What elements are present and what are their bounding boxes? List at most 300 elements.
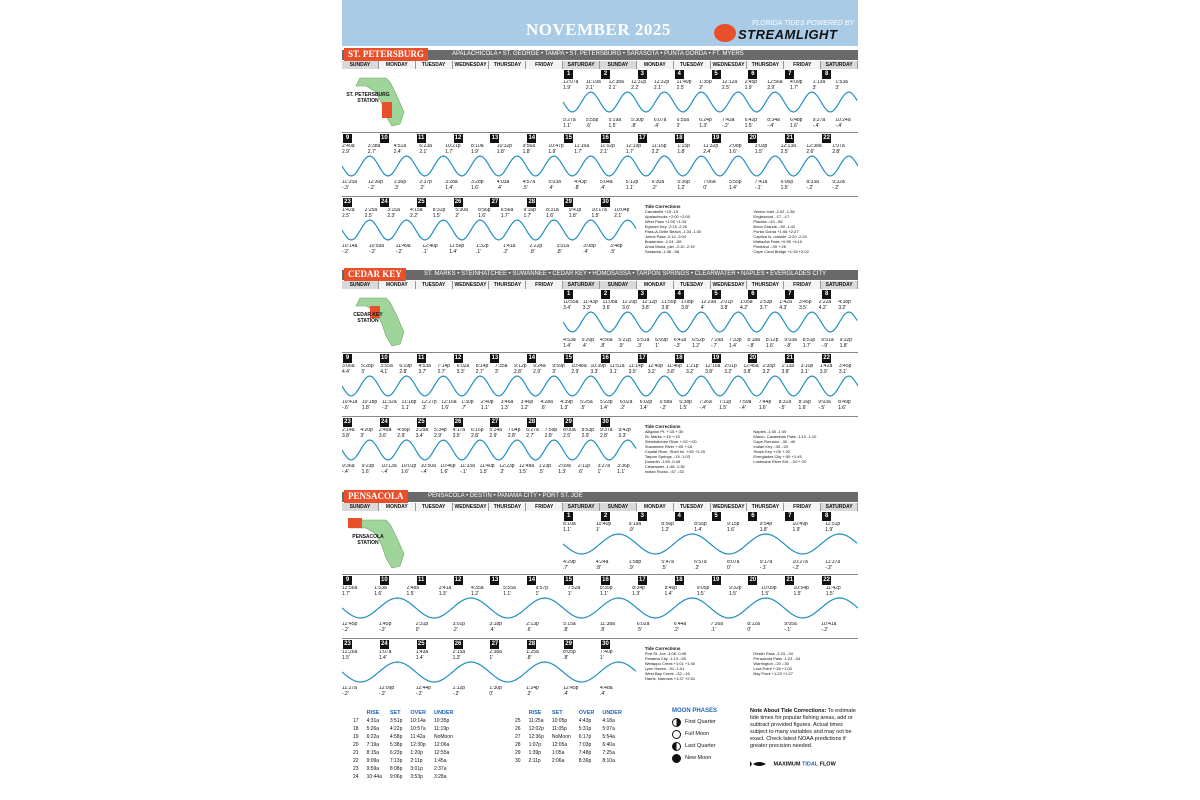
tide-entry (360, 428, 378, 439)
tide-height: .2' (499, 468, 505, 475)
moon-table-row (512, 750, 625, 756)
tide-time: 6:41a (673, 338, 687, 343)
tide-entry (838, 300, 858, 311)
tide-height: 1.7' (342, 590, 350, 597)
day-number: 8 (822, 70, 831, 79)
tide-time: 8:56p (661, 522, 674, 527)
tide-height: 1' (600, 654, 604, 661)
tide-time: 3:03p (754, 144, 768, 149)
tide-time: 11:14p (628, 364, 644, 369)
tide-entry (362, 400, 382, 411)
tide-height: .8' (563, 626, 569, 633)
weekday-label: THURSDAY (489, 61, 526, 69)
moon-table-cell: 24 (353, 774, 359, 780)
tide-time: 9:56a (522, 144, 536, 149)
tide-time: 4:09p (789, 80, 803, 85)
tide-time: 12:16a (705, 364, 721, 369)
tide-time: 7:44p (758, 400, 772, 405)
new-moon-icon (672, 754, 681, 763)
moon-table-cell: 3:28a (433, 774, 447, 780)
tide-height: -.4' (699, 404, 707, 411)
tide-time: 12:45a (743, 364, 759, 369)
tide-height: 1.9' (792, 526, 801, 533)
tide-time: 10:01p (400, 464, 417, 469)
tide-height: 1.3' (558, 468, 567, 475)
tide-entry (342, 244, 369, 255)
moon-table-header: SET (389, 710, 401, 716)
tide-height: 1.6' (471, 184, 479, 191)
tide-time: 5:12p (625, 180, 639, 185)
tide-entry (556, 244, 583, 255)
tide-height: .4' (489, 626, 495, 633)
tide-entry (396, 244, 423, 255)
tide-entry (503, 244, 530, 255)
tide-time: 11:38a (600, 622, 615, 627)
day-number: 24 (381, 199, 388, 205)
weekday-label: FRIDAY (784, 281, 821, 289)
tide-height: -.2' (415, 690, 423, 697)
week-divider (342, 132, 858, 133)
tide-time: 2:11p (577, 464, 591, 469)
tide-entry (453, 622, 490, 633)
tide-entry (729, 144, 755, 155)
tide-time: 10:27a (792, 560, 808, 565)
tide-time: 12:09p (378, 686, 395, 691)
tide-time: 6:02a (619, 400, 633, 405)
tide-entry (533, 364, 552, 375)
tide-time: 4:03a (496, 180, 510, 185)
moon-table-cell: 1:05a (551, 750, 565, 756)
tide-height: 2.2' (651, 148, 660, 155)
tide-height: 1.5' (479, 468, 488, 475)
tide-time: 6:48p (789, 118, 803, 123)
tide-entry (449, 244, 476, 255)
tide-entry (699, 80, 722, 91)
weekday-label: FRIDAY (526, 281, 563, 289)
tide-entry (552, 364, 571, 375)
moon-table-row (350, 750, 457, 756)
tide-entry (614, 208, 637, 219)
moon-table-row (512, 734, 625, 740)
tide-time: 11:55p (661, 300, 677, 305)
tide-height: 3.7' (759, 304, 768, 311)
tide-time: 1:25a (526, 650, 539, 655)
tide-time: 10:48a (571, 364, 587, 369)
tide-time: 8:31a (546, 208, 559, 213)
tide-time: 10:54p (793, 586, 809, 591)
weekday-label: SUNDAY (342, 61, 379, 69)
tide-time: 1:30p (461, 400, 474, 405)
tide-entry (433, 208, 456, 219)
tide-height: .6' (585, 122, 591, 129)
tide-entry (421, 400, 441, 411)
tide-time: 2:40a (342, 144, 355, 149)
correction-row: Suwannee River +:05 +:18 (644, 444, 693, 449)
day-number: 3 (638, 70, 647, 79)
tide-height: 1.5' (825, 590, 834, 597)
correction-row: Panama City -1:13 -:55 (644, 656, 686, 661)
tide-time: 3:01p (452, 622, 466, 627)
moon-table-cell: 6:22a (366, 734, 380, 740)
corrections-columns (645, 651, 856, 681)
tide-height: 1.4' (563, 342, 572, 349)
tide-entry (416, 622, 453, 633)
tide-entry (600, 428, 618, 439)
tide-height: .4' (581, 342, 587, 349)
tide-time: 12:19p (625, 144, 642, 149)
moon-table-cell: 5:07a (602, 726, 615, 732)
tide-height: 1.6' (478, 212, 486, 219)
tide-entry (416, 686, 453, 697)
tide-time: 12:32p (653, 80, 670, 85)
tide-entry (342, 586, 374, 597)
tide-time: 4:24a (595, 560, 609, 565)
day-number: 9 (343, 354, 352, 363)
tide-height: .2' (526, 690, 532, 697)
corrections-columns (645, 429, 856, 474)
tide-height: 1' (489, 654, 494, 661)
tide-height: 1.7' (500, 212, 509, 219)
tide-entry (679, 400, 699, 411)
section-header-bar (342, 492, 858, 502)
tide-entry (743, 364, 762, 375)
correction-row: Crystal River, Shell Isl. +:50 +1:20 (644, 449, 706, 454)
tide-height: 1.9' (548, 148, 557, 155)
tide-entry (563, 560, 596, 571)
moon-table-cell: 5:26a (366, 726, 380, 732)
day-number: 18 (675, 577, 683, 583)
tide-height: 1.7' (802, 342, 811, 349)
tide-height: -.6' (342, 404, 349, 411)
tide-entry (394, 180, 420, 191)
tide-time: 8:34p (632, 586, 645, 591)
tide-entry (825, 522, 858, 533)
tide-entry (801, 364, 820, 375)
correction-row: Boca Grande -:50 -1:42 (753, 224, 796, 229)
weekday-label: MONDAY (637, 503, 674, 511)
tide-entry (596, 522, 629, 533)
tide-time: 7:11p (719, 400, 732, 405)
weekday-label: FRIDAY (526, 503, 563, 511)
tide-entry (620, 400, 640, 411)
day-number: 1 (564, 512, 573, 521)
tide-height: -.4' (812, 122, 820, 129)
tide-height: 3.8' (666, 368, 675, 375)
tide-entry (499, 464, 519, 475)
tide-time: 11:46p (666, 364, 682, 369)
day-number: 29 (565, 419, 572, 425)
tide-entry (342, 464, 362, 475)
tide-time: 1:21p (686, 364, 699, 369)
tide-height: 1.1' (625, 184, 634, 191)
correction-row: Cape Romano -:30 -:40 (753, 439, 796, 444)
tide-entry (600, 586, 632, 597)
tide-height: .9' (628, 526, 634, 533)
moon-table-cell: 12:36p (528, 734, 544, 740)
tide-time: 2:38a (489, 650, 502, 655)
day-number: 15 (565, 135, 572, 141)
tide-height: .2' (452, 626, 458, 633)
tide-entry (792, 560, 825, 571)
moon-table-cell: 7:19a (366, 742, 380, 748)
tide-entry (622, 300, 642, 311)
tide-time: 1:58p (628, 560, 642, 565)
moon-table-cell: 28 (515, 742, 521, 748)
tide-height: 1.6' (726, 526, 735, 533)
tide-height: 1.4' (445, 184, 454, 191)
tide-time: 5:14a (489, 428, 502, 433)
tide-height: 2.1' (614, 212, 623, 219)
tide-entry (694, 560, 727, 571)
tide-height: 2.6' (806, 148, 815, 155)
tide-entry (799, 300, 819, 311)
day-number: 14 (528, 355, 536, 361)
tide-time: 10:32p (496, 144, 513, 149)
tide-time: 6:24p (699, 118, 712, 123)
tide-entry (438, 364, 457, 375)
max-tidal-flow-legend (750, 760, 836, 768)
tide-height: .1' (710, 626, 716, 633)
tide-entry (699, 400, 719, 411)
tide-entry (514, 364, 533, 375)
tide-time: 2:35p (762, 364, 775, 369)
tide-entry (629, 522, 662, 533)
moon-table-header: UNDER (602, 710, 622, 716)
moon-table-cell: 2:37a (433, 766, 447, 772)
tide-height: 3.5' (799, 304, 807, 311)
tide-time: 12:48a (518, 464, 535, 469)
tide-height: -.2' (368, 248, 376, 255)
tide-height: 3.1' (800, 368, 809, 375)
tide-height: 1.6' (798, 404, 807, 411)
moon-table-cell: 2:11p (528, 758, 541, 764)
tide-entry (722, 118, 745, 129)
tide-height: 1' (595, 526, 600, 533)
tide-height: 1.5' (432, 212, 441, 219)
tide-height: 2.7' (437, 368, 446, 375)
tide-entry (526, 650, 563, 661)
day-number: 13 (491, 135, 499, 141)
tide-time: 3:48p (610, 244, 623, 249)
moon-table-row (350, 774, 457, 780)
tide-entry (806, 180, 832, 191)
tide-entry (374, 586, 406, 597)
day-number: 19 (712, 355, 720, 361)
tide-time: 6:02a (636, 622, 650, 627)
tide-time: 5:23p (600, 400, 613, 405)
tide-entry (667, 364, 686, 375)
tide-entry (767, 80, 790, 91)
moon-table-cell: 8:15a (366, 750, 380, 756)
tide-height: .8' (526, 654, 532, 661)
moon-table-cell: 11:42a (410, 734, 426, 740)
tide-time: 8:35p (600, 586, 613, 591)
tide-entry (379, 686, 416, 697)
tide-entry (416, 428, 434, 439)
tide-time: 10:46p (440, 464, 456, 469)
tide-entry (727, 560, 760, 571)
tide-entry (640, 400, 660, 411)
day-number: 15 (565, 355, 572, 361)
day-number: 30 (602, 199, 609, 205)
tide-time: 9:32p (839, 338, 853, 343)
day-number: 23 (344, 419, 351, 425)
moon-table-cell: 17 (353, 718, 359, 724)
moon-table-cell: NoMoon (551, 734, 571, 740)
tide-height: 2.5' (676, 84, 685, 91)
powered-by-text: FLORIDA TIDES POWERED BY (752, 20, 855, 27)
moon-table-cell: 11:25a (528, 718, 544, 724)
moon-table-header: OVER (410, 710, 426, 716)
tide-time: 2:13p (526, 622, 539, 627)
tide-height: .3' (393, 184, 399, 191)
correction-row: Carrabelle +15 -15 (644, 209, 679, 214)
tide-entry (368, 144, 394, 155)
tide-entry (692, 338, 710, 349)
tide-time: 7:14p (437, 364, 451, 369)
tide-height: 1.3' (500, 404, 509, 411)
tide-time: 7:43a (721, 118, 735, 123)
first-quarter-moon-icon (672, 718, 681, 727)
moon-table-cell: 6:17p (578, 734, 592, 740)
weekday-label: WEDNESDAY (711, 281, 748, 289)
tide-entry (600, 622, 637, 633)
tide-time: 4:48a (600, 686, 613, 691)
tide-time: 10:04p (614, 208, 630, 213)
moon-table-row (350, 726, 457, 732)
tide-entry (629, 364, 648, 375)
tide-height: 1.6' (789, 122, 798, 129)
tide-height: .2' (673, 626, 679, 633)
tide-time: 5:21p (618, 338, 631, 343)
tide-time: 9:19a (628, 522, 642, 527)
tide-time: 10:13a (381, 464, 397, 469)
tide-entry (826, 586, 858, 597)
tide-time: 5:55a (503, 586, 516, 591)
tide-entry (832, 180, 858, 191)
tide-entry (803, 338, 821, 349)
tide-entry (453, 428, 471, 439)
moon-table-cell: 5:38p (389, 742, 403, 748)
day-number: 9 (343, 576, 352, 585)
tide-height: 1.7' (625, 148, 634, 155)
tide-time: 7:59a (738, 400, 752, 405)
corrections-column (645, 651, 748, 681)
tide-entry (416, 650, 453, 661)
tide-time: 12:23p (499, 464, 515, 469)
weekday-label: SUNDAY (342, 503, 379, 511)
tide-entry (586, 80, 609, 91)
tide-height: 2.5' (563, 432, 572, 439)
tide-entry (563, 522, 596, 533)
tide-time: 3:29a (415, 428, 429, 433)
tide-time: 4:28a (540, 400, 553, 405)
day-number: 14 (528, 135, 536, 141)
tide-entry (501, 208, 524, 219)
tide-time: 4:56p (397, 428, 410, 433)
tide-height: -.1' (459, 468, 467, 475)
tide-height: 1' (597, 468, 602, 475)
tide-entry (471, 428, 489, 439)
tide-entry (832, 144, 858, 155)
moon-table-cell: 12:05a (551, 742, 568, 748)
tide-calendar-sheet (342, 0, 858, 800)
tide-time: 9:23p (361, 464, 375, 469)
tide-height: 3.2' (838, 304, 847, 311)
tide-time: 3:45p (799, 300, 812, 305)
tide-entry (626, 144, 652, 155)
moon-table-cell: 26 (515, 726, 521, 732)
day-number: 14 (528, 577, 536, 583)
tide-entry (652, 180, 678, 191)
tide-entry (820, 364, 839, 375)
tide-height: 0' (747, 626, 752, 633)
moon-table-cell: 21 (353, 750, 359, 756)
tide-height: 2.2' (631, 84, 640, 91)
moon-table-cell: 20 (353, 742, 359, 748)
tide-height: 2.7' (475, 368, 484, 375)
tide-height: 1.5' (780, 184, 789, 191)
moon-table-cell: 25 (515, 718, 521, 724)
weekday-label: WEDNESDAY (711, 503, 748, 511)
moon-table-row (350, 742, 457, 748)
moon-table-cell: 3:51p (389, 718, 403, 724)
correction-row: Naples -1:30 -1:40 (753, 429, 787, 434)
tide-time: 9:27a (812, 118, 826, 123)
tide-time: 7:59p (544, 428, 558, 433)
moon-table-row (350, 718, 457, 724)
day-number: 29 (565, 199, 572, 205)
tide-entry (453, 650, 490, 661)
tide-time: 5:04a (600, 180, 613, 185)
tide-time: 1:53a (374, 586, 387, 591)
day-number: 26 (454, 641, 462, 647)
tide-time: 3:46a (500, 400, 514, 405)
tide-time: 9:05a (784, 622, 797, 627)
tide-entry (523, 144, 549, 155)
tide-time: 7:52a (567, 586, 581, 591)
tide-time: 9:03a (818, 400, 831, 405)
day-number: 20 (749, 355, 757, 361)
tide-time: 12:45p (342, 622, 358, 627)
tide-time: 8:51p (802, 338, 816, 343)
tide-time: 4:57a (522, 180, 536, 185)
tide-time: 3:38a (367, 144, 381, 149)
tide-time: 2:31p (415, 622, 429, 627)
tide-time: 6:58a (659, 400, 673, 405)
tide-height: 2.9' (581, 432, 590, 439)
tide-entry (455, 208, 478, 219)
day-number: 6 (748, 290, 757, 299)
moon-table-header: OVER (578, 710, 595, 716)
tide-entry (694, 522, 727, 533)
tide-entry (626, 180, 652, 191)
tide-height: 2.8' (507, 432, 516, 439)
tide-height: -.2' (395, 248, 403, 255)
tide-entry (342, 622, 379, 633)
moon-table-cell: 12:06a (433, 742, 450, 748)
tide-time: 2:37p (419, 180, 432, 185)
tide-time: 2:14a (342, 428, 355, 433)
day-number: 6 (748, 512, 757, 521)
tide-entry (583, 244, 610, 255)
tide-time: 11:08a (602, 300, 618, 305)
weekday-label: MONDAY (637, 61, 674, 69)
day-number: 16 (602, 135, 609, 141)
tide-entry (489, 686, 526, 697)
tide-time: 1:30p (489, 686, 502, 691)
tide-height: 1.9' (825, 526, 834, 533)
